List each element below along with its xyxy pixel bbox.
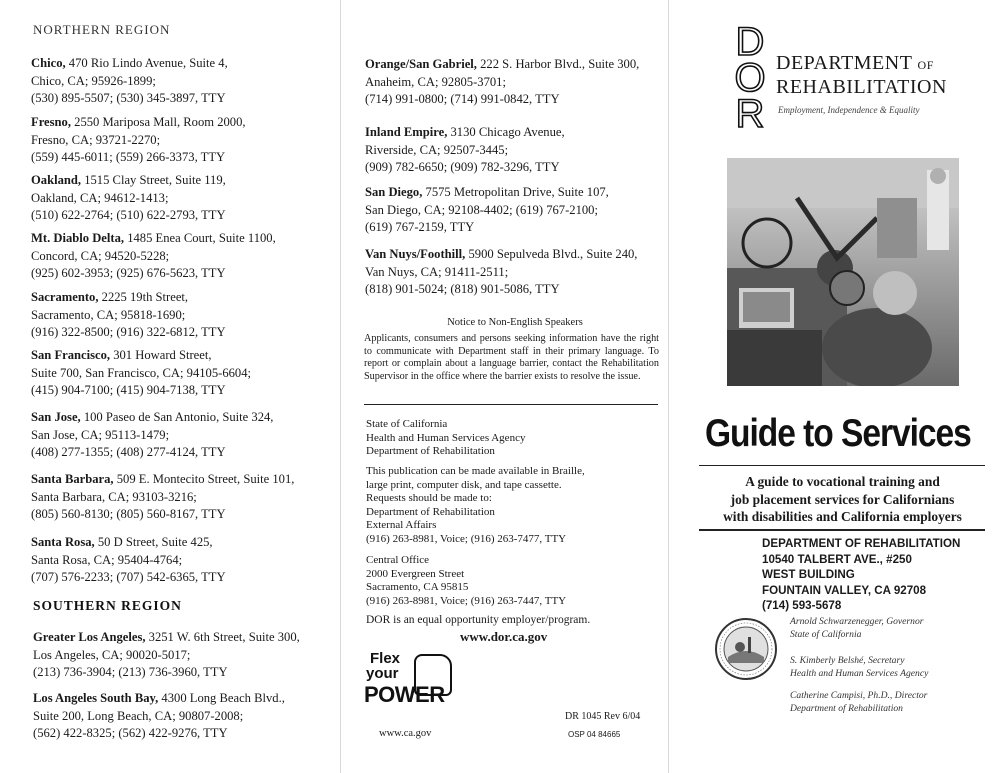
office-city: Los Angeles South Bay, <box>33 691 159 705</box>
office-entry <box>33 690 285 743</box>
office-city-zip: Suite 700, San Francisco, CA; 94105-6604; <box>31 365 252 380</box>
office-city: Oakland, <box>31 173 82 187</box>
office-entry <box>365 124 565 177</box>
office-street: 4300 Long Beach Blvd., <box>158 691 285 705</box>
dept-of: OF <box>917 58 934 72</box>
ca-gov-link[interactable]: www.ca.gov <box>379 728 432 739</box>
agency-block <box>366 418 525 459</box>
formats-line: large print, computer disk, and tape cassette. <box>366 478 562 491</box>
office-city-zip: Chico, CA; 95926-1899; <box>31 73 156 88</box>
office-city: Santa Rosa, <box>31 535 95 549</box>
office-entry <box>31 471 294 524</box>
office-city: Santa Barbara, <box>31 472 114 486</box>
office-city-zip: San Diego, CA; 92108-4402; (619) 767-2100; <box>365 202 598 217</box>
logo-letter: R <box>735 92 765 136</box>
office-entry <box>31 409 273 462</box>
office-entry <box>31 55 228 108</box>
northern-region-heading: NORTHERN REGION <box>33 22 171 37</box>
address-line: (714) 593-5678 <box>762 599 842 613</box>
office-phone: (925) 602-3953; (925) 676-5623, TTY <box>31 266 226 281</box>
office-phone: (415) 904-7100; (415) 904-7138, TTY <box>31 383 226 398</box>
california-state-seal-icon <box>714 617 778 681</box>
office-entry <box>33 629 300 682</box>
central-office-line: (916) 263-8981, Voice; (916) 263-7447, TTY <box>366 594 567 607</box>
office-city-zip: Riverside, CA; 92507-3445; <box>365 142 509 157</box>
office-city-zip: Los Angeles, CA; 90020-5017; <box>33 647 191 662</box>
subtitle-line: A guide to vocational training and <box>745 474 940 489</box>
office-phone: (909) 782-6650; (909) 782-3296, TTY <box>365 160 560 175</box>
office-street: 5900 Sepulveda Blvd., Suite 240, <box>465 247 638 261</box>
cover-subtitle <box>700 473 985 526</box>
office-city-zip: Santa Barbara, CA; 93103-3216; <box>31 489 197 504</box>
osp-number: OSP 04 84665 <box>568 730 621 739</box>
notice-body: Applicants, consumers and persons seeking information have the right to communicate with Department staff in their primary language. To report or complain about a language barrier, contact the Rehabilitation Supervisor in the office where the barrier exists to resolve the issue. <box>364 333 659 382</box>
department-tagline: Employment, Independence & Equality <box>778 105 920 115</box>
subtitle-line: with disabilities and California employers <box>723 509 962 524</box>
office-city-zip: Van Nuys, CA; 91411-2511; <box>365 264 509 279</box>
office-street: 3251 W. 6th Street, Suite 300, <box>145 630 300 644</box>
office-city-zip: Oakland, CA; 94612-1413; <box>31 190 169 205</box>
panel-fold-right <box>668 0 669 773</box>
office-city-zip: Anaheim, CA; 92805-3701; <box>365 74 506 89</box>
official-title: State of California <box>790 628 862 640</box>
divider <box>364 404 658 405</box>
formats-block <box>366 465 585 546</box>
office-entry <box>31 230 276 283</box>
notice-title: Notice to Non-English Speakers <box>447 317 583 328</box>
office-city-zip: Concord, CA; 94520-5228; <box>31 248 170 263</box>
subtitle-line: job placement services for Californians <box>730 491 955 507</box>
title-rule <box>699 465 985 466</box>
official-director <box>790 690 927 715</box>
office-city-zip: Sacramento, CA; 95818-1690; <box>31 307 186 322</box>
office-phone: (916) 322-8500; (916) 322-6812, TTY <box>31 325 226 340</box>
agency-line: Health and Human Services Agency <box>366 431 526 444</box>
office-city: San Diego, <box>365 185 423 199</box>
office-phone: (408) 277-1355; (408) 277-4124, TTY <box>31 445 226 460</box>
address-line: WEST BUILDING <box>762 568 855 582</box>
form-number: DR 1045 Rev 6/04 <box>565 711 641 722</box>
fist-icon <box>414 654 452 696</box>
logo-text: your <box>366 665 399 682</box>
office-phone: (213) 736-3904; (213) 736-3960, TTY <box>33 665 228 680</box>
department-address <box>762 536 960 614</box>
official-name: S. Kimberly Belshé, Secretary <box>790 655 905 666</box>
panel-fold-left <box>340 0 341 773</box>
address-line: FOUNTAIN VALLEY, CA 92708 <box>762 583 927 597</box>
agency-line: Department of Rehabilitation <box>366 445 495 457</box>
logo-letter: D <box>735 20 765 64</box>
office-street: 470 Rio Lindo Avenue, Suite 4, <box>65 56 228 70</box>
subtitle-rule <box>699 529 985 531</box>
dept-line: REHABILITATION <box>776 76 947 98</box>
office-phone: (714) 991-0800; (714) 991-0842, TTY <box>365 92 560 107</box>
central-office-line: 2000 Evergreen Street <box>366 567 465 580</box>
central-office-block <box>366 554 566 608</box>
formats-line: (916) 263-8981, Voice; (916) 263-7477, TTY <box>366 532 567 545</box>
website-link[interactable]: www.dor.ca.gov <box>460 629 548 644</box>
office-entry <box>31 534 226 587</box>
office-entry <box>31 289 226 342</box>
office-city-zip: San Jose, CA; 95113-1479; <box>31 427 170 442</box>
office-street: 301 Howard Street, <box>110 348 212 362</box>
office-city: San Francisco, <box>31 348 111 362</box>
formats-line: Department of Rehabilitation <box>366 505 495 518</box>
formats-line: External Affairs <box>366 519 437 531</box>
central-office-line: Central Office <box>366 554 430 566</box>
cover-photo-collage <box>727 158 959 386</box>
office-city: Chico, <box>31 56 66 70</box>
office-street: 222 S. Harbor Blvd., Suite 300, <box>476 57 640 71</box>
flex-your-power-logo <box>362 650 454 714</box>
dept-line: DEPARTMENT <box>776 52 913 74</box>
office-city: Fresno, <box>31 115 71 129</box>
office-phone: (559) 445-6011; (559) 266-3373, TTY <box>31 150 226 165</box>
official-title: Department of Rehabilitation <box>790 702 903 714</box>
office-street: 2550 Mariposa Mall, Room 2000, <box>71 115 246 129</box>
office-phone: (562) 422-8325; (562) 422-9276, TTY <box>33 726 228 741</box>
official-title: Health and Human Services Agency <box>790 667 929 679</box>
office-city: Greater Los Angeles, <box>33 630 146 644</box>
office-city: Van Nuys/Foothill, <box>365 247 466 261</box>
formats-line: Requests should be made to: <box>366 492 492 504</box>
southern-region-heading: SOUTHERN REGION <box>33 598 182 613</box>
office-entry <box>31 172 226 225</box>
office-city-zip: Suite 200, Long Beach, CA; 90807-2008; <box>33 708 244 723</box>
office-entry <box>365 56 639 109</box>
office-city-zip: Santa Rosa, CA; 95404-4764; <box>31 552 183 567</box>
formats-line: This publication can be made available in Braille, <box>366 465 585 477</box>
office-city-zip: Fresno, CA; 93721-2270; <box>31 132 161 147</box>
office-phone: (510) 622-2764; (510) 622-2793, TTY <box>31 208 226 223</box>
office-street: 2225 19th Street, <box>98 290 189 304</box>
department-title <box>776 52 947 98</box>
office-city: San Jose, <box>31 410 81 424</box>
office-entry <box>365 184 609 237</box>
cover-title: Guide to Services <box>705 412 971 455</box>
official-governor <box>790 616 924 641</box>
office-phone: (818) 901-5024; (818) 901-5086, TTY <box>365 282 560 297</box>
office-street: 1485 Enea Court, Suite 1100, <box>124 231 276 245</box>
office-city: Inland Empire, <box>365 125 448 139</box>
office-phone: (619) 767-2159, TTY <box>365 220 475 235</box>
central-office-line: Sacramento, CA 95815 <box>366 581 469 593</box>
office-entry <box>365 246 637 299</box>
office-phone: (805) 560-8130; (805) 560-8167, TTY <box>31 507 226 522</box>
official-name: Arnold Schwarzenegger, Governor <box>790 616 924 627</box>
office-street: 50 D Street, Suite 425, <box>94 535 213 549</box>
logo-text: POWER <box>364 682 445 707</box>
official-secretary <box>790 655 928 680</box>
dor-logo <box>733 20 767 136</box>
office-entry <box>31 347 251 400</box>
logo-text: Flex <box>370 650 401 667</box>
official-name: Catherine Campisi, Ph.D., Director <box>790 690 928 701</box>
office-street: 3130 Chicago Avenue, <box>447 125 565 139</box>
eeo-statement: DOR is an equal opportunity employer/program. <box>366 614 591 626</box>
office-entry <box>31 114 246 167</box>
agency-line: State of California <box>366 418 448 430</box>
office-street: 100 Paseo de San Antonio, Suite 324, <box>80 410 274 424</box>
office-phone: (530) 895-5507; (530) 345-3897, TTY <box>31 91 226 106</box>
office-street: 1515 Clay Street, Suite 119, <box>81 173 226 187</box>
logo-letter: O <box>734 56 766 100</box>
office-city: Orange/San Gabriel, <box>365 57 477 71</box>
address-line: 10540 TALBERT AVE., #250 <box>762 552 912 566</box>
office-street: 509 E. Montecito Street, Suite 101, <box>113 472 295 486</box>
office-street: 7575 Metropolitan Drive, Suite 107, <box>422 185 609 199</box>
office-phone: (707) 576-2233; (707) 542-6365, TTY <box>31 570 226 585</box>
address-line: DEPARTMENT OF REHABILITATION <box>762 537 961 550</box>
office-city: Mt. Diablo Delta, <box>31 231 125 245</box>
office-city: Sacramento, <box>31 290 99 304</box>
